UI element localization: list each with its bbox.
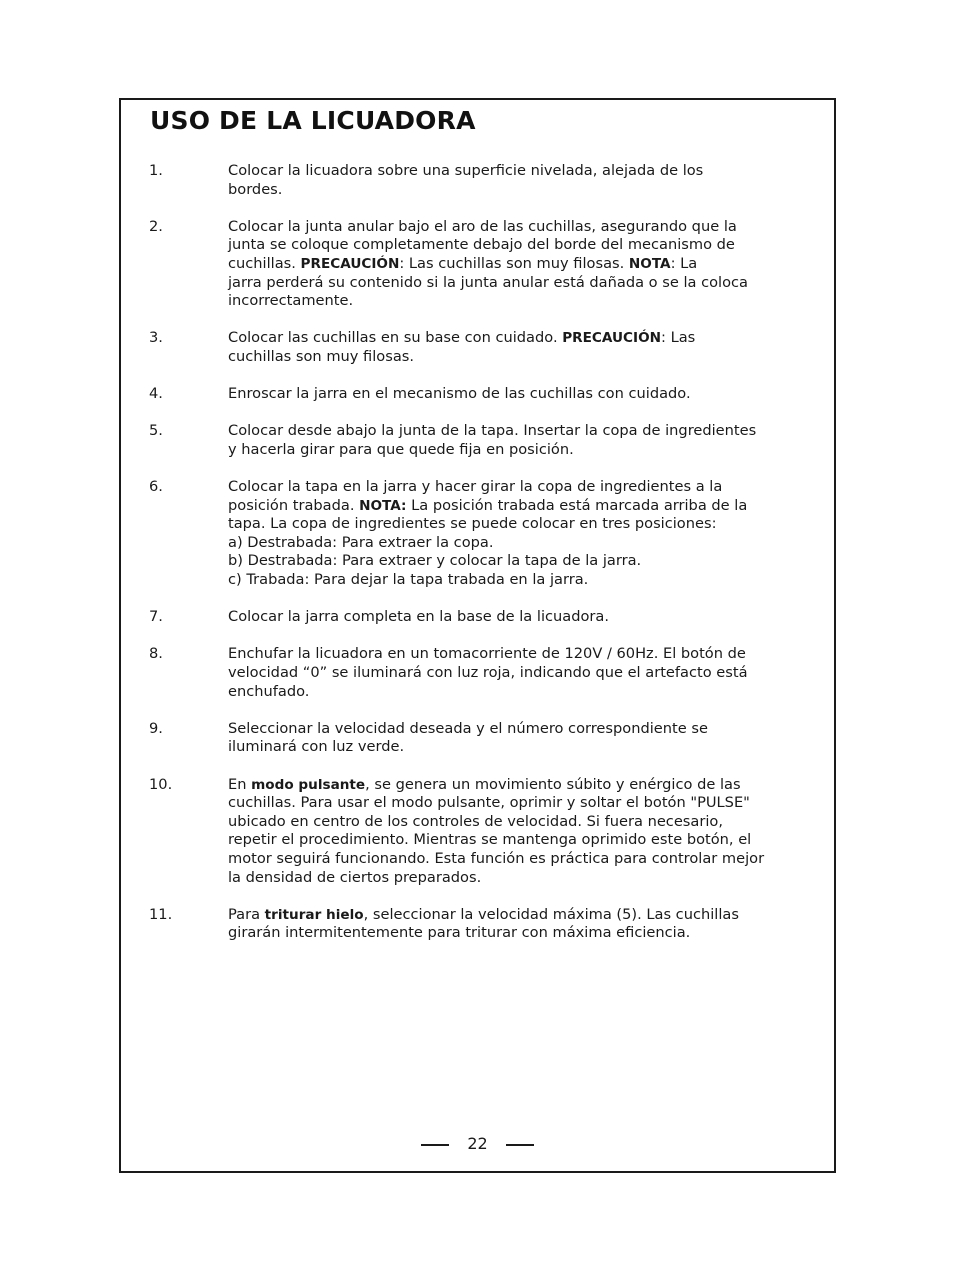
list-item — [149, 906, 799, 943]
step-number: 2. — [149, 217, 163, 235]
text-run: enchufado. — [228, 682, 310, 700]
text-run: tapa. La copa de ingredientes se puede colocar en tres posiciones: — [228, 515, 717, 533]
text-line — [228, 906, 799, 925]
step-number: 6. — [149, 478, 163, 496]
step-text — [228, 329, 799, 366]
list-item — [149, 218, 799, 311]
text-line — [228, 831, 799, 850]
text-run: junta se coloque completamente debajo del borde del mecanismo de — [228, 236, 735, 254]
step-number: 1. — [149, 162, 163, 179]
text-run: : Las cuchillas son muy filosas. — [399, 254, 629, 272]
text-line — [228, 441, 799, 460]
footer-dash-right — [506, 1144, 534, 1146]
page-title: USO DE LA LICUADORA — [150, 106, 476, 135]
page-footer — [121, 1134, 834, 1158]
text-line — [228, 683, 799, 702]
text-run: ubicado en centro de los controles de velocidad. Si fuera necesario, — [228, 812, 723, 830]
list-item — [149, 329, 799, 366]
text-run: Colocar la junta anular bajo el aro de las cuchillas, asegurando que la — [228, 217, 737, 235]
text-run: : La — [670, 254, 698, 272]
text-line — [228, 162, 799, 181]
text-run: Seleccionar la velocidad deseada y el número correspondiente se — [228, 719, 708, 737]
text-line — [228, 497, 799, 516]
text-run: La posición trabada está marcada arriba de la — [406, 496, 748, 514]
text-line — [228, 720, 799, 739]
page-border — [119, 98, 836, 1173]
text-line — [228, 348, 799, 367]
step-text — [228, 385, 799, 404]
text-run: Colocar la jarra completa en la base de la licuadora. — [228, 608, 609, 626]
step-text — [228, 906, 799, 943]
text-run: Enchufar la licuadora en un tomacorriente de 120V / 60Hz. El botón de — [228, 645, 746, 663]
text-run: En — [228, 775, 252, 793]
emphasis-text: triturar hielo — [264, 906, 364, 923]
text-line — [228, 292, 799, 311]
text-run: y hacerla girar para que quede fija en posición. — [228, 440, 574, 458]
text-line — [228, 571, 799, 590]
text-line — [228, 385, 799, 404]
list-item — [149, 385, 799, 404]
text-run: velocidad “0” se iluminará con luz roja, indicando que el artefacto está — [228, 664, 748, 682]
text-run: a) Destrabada: Para extraer la copa. — [228, 533, 494, 551]
text-run: iluminará con luz verde. — [228, 738, 405, 756]
text-line — [228, 869, 799, 888]
text-run: motor seguirá funcionando. Esta función es práctica para controlar mejor — [228, 849, 765, 867]
text-run: cuchillas. Para usar el modo pulsante, oprimir y soltar el botón "PULSE" — [228, 794, 750, 812]
step-text — [228, 608, 799, 627]
step-number: 4. — [149, 385, 163, 403]
text-line — [228, 813, 799, 832]
text-run: la densidad de ciertos preparados. — [228, 868, 482, 886]
text-run: Colocar la licuadora sobre una superficie nivelada, alejada de los — [228, 162, 704, 179]
list-item — [149, 776, 799, 888]
page-number: 22 — [467, 1134, 488, 1153]
text-line — [228, 924, 799, 943]
text-line — [228, 738, 799, 757]
footer-dash-left — [421, 1144, 449, 1146]
emphasis-text: NOTA — [628, 255, 671, 272]
list-item — [149, 720, 799, 757]
list-item — [149, 422, 799, 459]
text-line — [228, 274, 799, 293]
emphasis-text: PRECAUCIÓN — [300, 255, 400, 272]
text-line — [228, 422, 799, 441]
text-line — [228, 534, 799, 553]
text-line — [228, 329, 799, 348]
text-line — [228, 515, 799, 534]
text-line — [228, 236, 799, 255]
text-line — [228, 776, 799, 795]
step-number: 10. — [149, 775, 173, 793]
step-text — [228, 422, 799, 459]
text-line — [228, 645, 799, 664]
text-run: , se genera un movimiento súbito y enérgico de las — [365, 775, 741, 793]
text-run: incorrectamente. — [228, 292, 354, 310]
step-number: 3. — [149, 329, 163, 347]
step-number: 8. — [149, 645, 163, 663]
list-item — [149, 608, 799, 627]
text-line — [228, 850, 799, 869]
text-line — [228, 608, 799, 627]
text-run: Para — [228, 905, 265, 923]
emphasis-text: NOTA: — [359, 497, 407, 514]
emphasis-text: PRECAUCIÓN — [562, 330, 662, 347]
step-text — [228, 162, 799, 199]
text-run: Colocar las cuchillas en su base con cuidado. — [228, 329, 563, 347]
text-line — [228, 664, 799, 683]
text-run: c) Trabada: Para dejar la tapa trabada en la jarra. — [228, 571, 589, 589]
text-run: jarra perderá su contenido si la junta anular está dañada o se la coloca — [228, 273, 748, 291]
text-run: cuchillas son muy filosas. — [228, 347, 415, 365]
step-number: 7. — [149, 608, 163, 626]
emphasis-text: modo pulsante — [251, 776, 366, 793]
text-run: Enroscar la jarra en el mecanismo de las cuchillas con cuidado. — [228, 385, 691, 403]
text-run: girarán intermitentemente para triturar con máxima eficiencia. — [228, 924, 691, 942]
step-text — [228, 645, 799, 701]
list-item — [149, 478, 799, 590]
text-run: posición trabada. — [228, 496, 360, 514]
text-line — [228, 478, 799, 497]
text-run: : Las — [661, 329, 696, 347]
text-line — [228, 218, 799, 237]
step-text — [228, 478, 799, 590]
step-text — [228, 720, 799, 757]
text-run: cuchillas. — [228, 254, 301, 272]
text-line — [228, 552, 799, 571]
text-run: , seleccionar la velocidad máxima (5). Las cuchillas — [363, 905, 739, 923]
text-line — [228, 794, 799, 813]
text-run: b) Destrabada: Para extraer y colocar la tapa de la jarra. — [228, 552, 642, 570]
text-line — [228, 255, 799, 274]
text-run: bordes. — [228, 180, 283, 198]
text-run: repetir el procedimiento. Mientras se mantenga oprimido este botón, el — [228, 831, 752, 849]
text-run: Colocar la tapa en la jarra y hacer girar la copa de ingredientes a la — [228, 478, 723, 496]
step-number: 11. — [149, 905, 173, 923]
step-text — [228, 776, 799, 888]
text-line — [228, 181, 799, 200]
list-item — [149, 645, 799, 701]
instruction-list — [149, 162, 799, 962]
step-text — [228, 218, 799, 311]
step-number: 9. — [149, 719, 163, 737]
text-run: Colocar desde abajo la junta de la tapa. Insertar la copa de ingredientes — [228, 422, 757, 440]
list-item — [149, 162, 799, 199]
step-number: 5. — [149, 422, 163, 440]
